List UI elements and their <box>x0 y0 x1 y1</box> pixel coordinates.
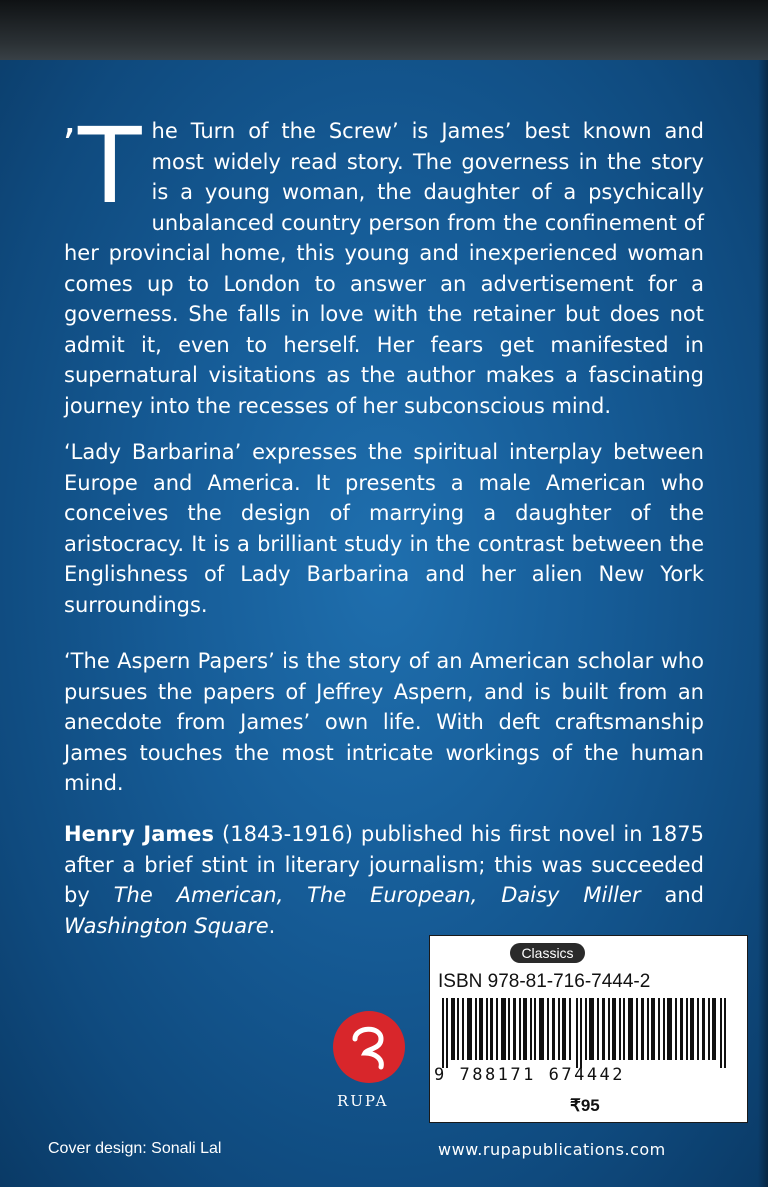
cover-design-credit: Cover design: Sonali Lal <box>48 1140 222 1157</box>
blurb-paragraph-turn-of-the-screw <box>62 105 704 421</box>
book-titles: The American, The European, Daisy Miller <box>113 883 641 907</box>
barcode-icon <box>442 998 737 1068</box>
bio-text: (1843-1916) published his first novel in 1875 after a brief stint in literary journalism; this was succeeded by <box>64 822 704 907</box>
bio-and: and <box>640 883 705 907</box>
book-title-last: Washington Square <box>64 913 269 938</box>
price-label: ₹95 <box>570 1096 600 1115</box>
author-bio-paragraph <box>64 819 704 941</box>
barcode-digits: 9 788171 674442 <box>434 1065 626 1085</box>
cover-spine-shadow <box>758 60 768 1187</box>
rupa-logo-icon <box>331 1009 407 1085</box>
blurb-paragraph-aspern-papers: ‘The Aspern Papers’ is the story of an American scholar who pursues the papers of Jeffrey Aspern, and is built from an anecdote from James’ own life. With deft craftsmanship James touches the most intricate workings of the human mind. <box>64 649 704 795</box>
paragraph-text: he Turn of the Screw’ is James’ best known and most widely read story. The governess in the story is a young woman, the daughter of a psychically unbalanced country person from the confinement of her provincial home, this young and inexperienced woman comes up to London to answer an advertisement for a governess. She falls in love with the retainer but does not admit it, even to herself. Her fears get manifested in supernatural visitations as the author makes a fascinating journey into the recesses of her subconscious mind. <box>64 119 704 418</box>
publisher-name: RUPA <box>337 1092 389 1110</box>
author-name: Henry James <box>64 822 215 846</box>
cover-top-edge <box>0 0 768 62</box>
bio-end: . <box>268 913 276 938</box>
blurb-paragraph-lady-barbarina: ‘Lady Barbarina’ expresses the spiritual interplay between Europe and America. It presents a male American who conceives the design of marrying a daughter of the aristocracy. It is a brilliant study in the contrast between the Englishness of Lady Barbarina and her alien New York surroundings. <box>64 440 704 617</box>
publisher-website: www.rupapublications.com <box>438 1140 666 1159</box>
barcode-panel <box>429 935 748 1123</box>
drop-cap: ’T <box>62 105 142 227</box>
category-badge: Classics <box>510 943 585 963</box>
isbn-label: ISBN 978-81-716-7444-2 <box>438 971 651 992</box>
